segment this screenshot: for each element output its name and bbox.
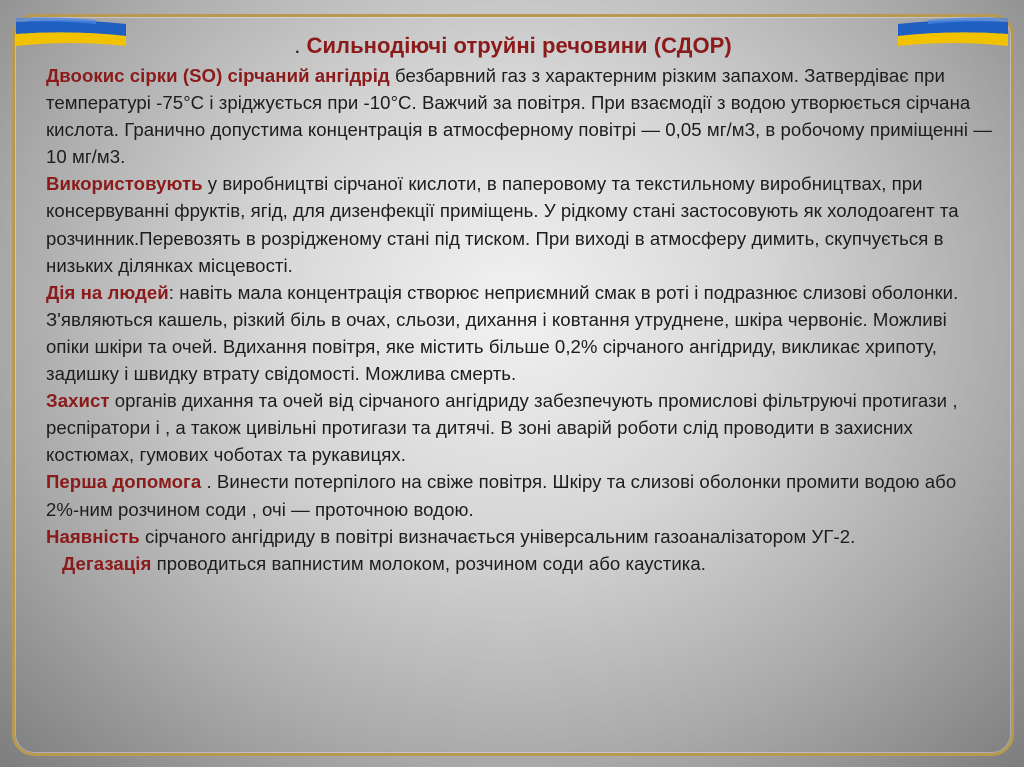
paragraph-text: . Винести потерпілого на свіже повітря. Шкіру та слизові оболонки промити водою або 2%-ним розчином соди , очі — проточною водою. (46, 471, 957, 520)
title-prefix: . (294, 33, 301, 58)
paragraph-detection (32, 523, 994, 550)
paragraph-usage (32, 170, 994, 278)
paragraph-text: проводиться вапнистим молоком, розчином соди або каустика. (151, 552, 706, 574)
paragraph-text: : навіть мала концентрація створює неприємний смак в роті і подразнює слизові оболонки. З'являються кашель, різкий біль в очах, сльози, дихання і ковтання утруднене, шкіра червоніє. Можливі опіки шкіри та очей. Вдихання повітря, яке містить більше 0,2% сірчаного ангідриду, викликає хрипоту, задишку і швидку втрату свідомості. Можлива смерть. (46, 281, 959, 385)
page-title (32, 32, 994, 60)
paragraph-text: безбарвний газ з характерним різким запахом. Затвердіває при температурі -75°С і зріджується при -10°С. Важчий за повітря. При взаємодії з водою утворюється сірчана кислота. Гранично допустима концентрація в атмосферному повітрі — 0,05 мг/м3, в робочому приміщенні — 10 мг/м3. (46, 65, 992, 168)
paragraph-text: у виробництві сірчаної кислоти, в паперовому та текстильному виробництвах, при консервуванні фруктів, ягід, для дизенфекції приміщень. У рідкому стані застосовують як холодоагент та розчинник.Перевозять в розрідженому стані під тиском. При виході в атмосферу димить, скупчується в низьких ділянках місцевості. (46, 173, 959, 276)
title-text: Сильнодіючі отруйні речовини (СДОР) (306, 33, 732, 58)
paragraph-first-aid (32, 468, 994, 522)
paragraph-effect-on-people (32, 279, 994, 387)
paragraph-degassing (32, 550, 994, 577)
paragraph-keyword: Наявність (46, 525, 140, 547)
paragraph-keyword: Дія на людей (46, 281, 169, 303)
paragraph-keyword: Використовують (46, 173, 203, 195)
paragraph-text: органів дихання та очей від сірчаного ангідриду забезпечують промислові фільтруючі протигази , респіратори і , а також цивільні протигази та дитячі. В зоні аварій роботи слід проводити в захисних костюмах, гумових чоботах та рукавицях. (46, 390, 958, 466)
slide-content (32, 32, 994, 577)
paragraph-protection (32, 387, 994, 468)
paragraph-sulfur-dioxide (32, 62, 994, 170)
paragraph-keyword: Перша допомога (46, 471, 202, 493)
paragraph-keyword: Дегазація (62, 552, 152, 574)
paragraph-text: сірчаного ангідриду в повітрі визначається універсальним газоаналізатором УГ-2. (139, 525, 856, 547)
paragraph-keyword: Захист (46, 390, 110, 412)
paragraph-keyword: Двоокис сірки (SO) сірчаний ангідрід (46, 65, 390, 86)
